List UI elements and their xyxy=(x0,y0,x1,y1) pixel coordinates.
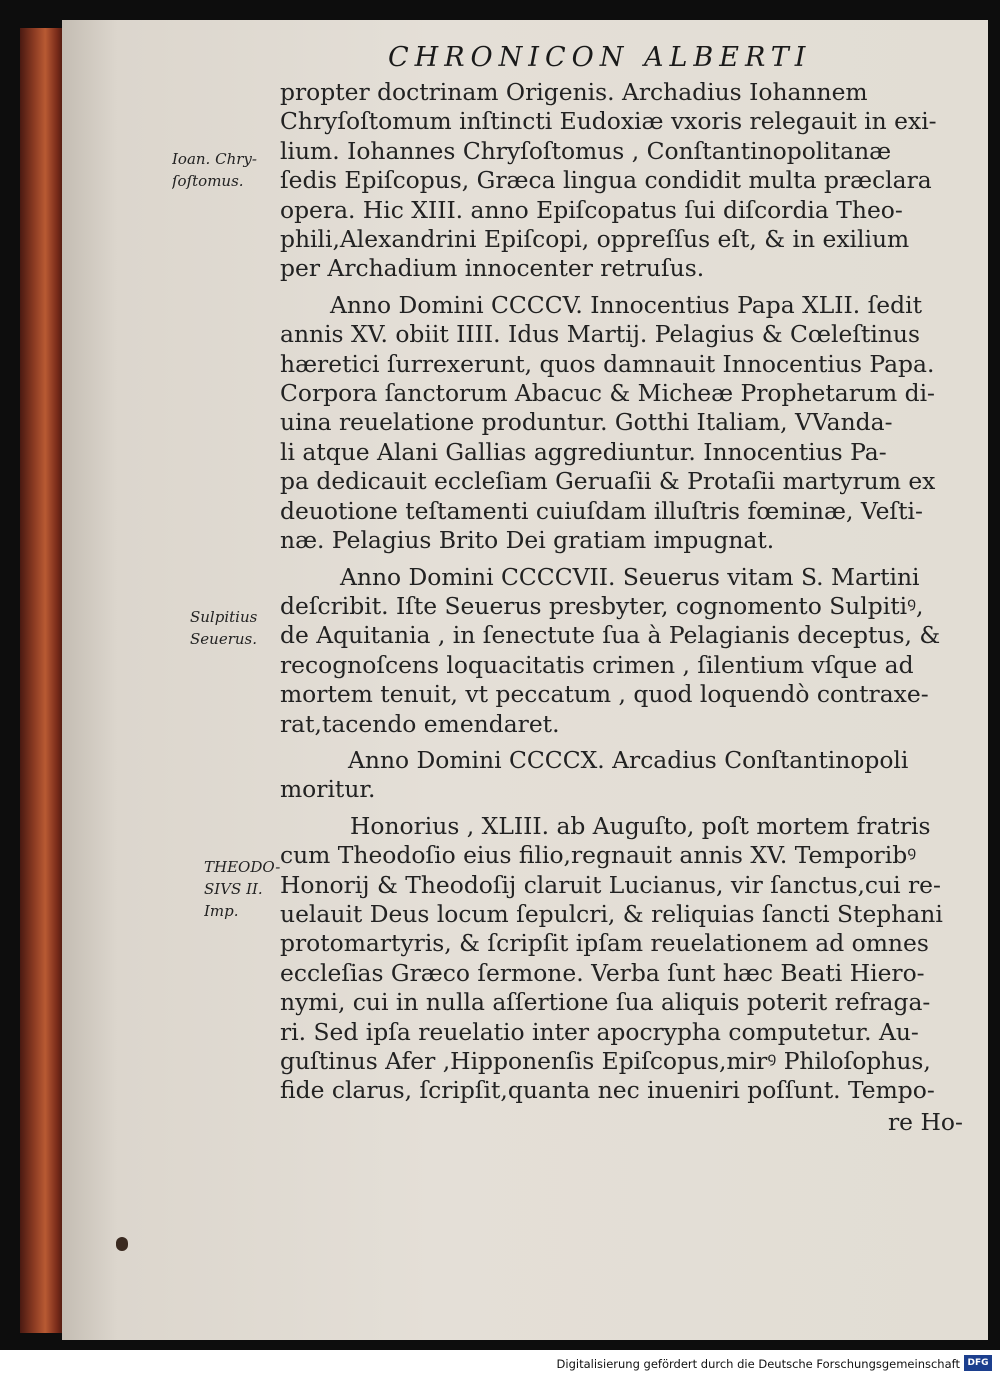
text-line: næ. Pelagius Brito Dei gratiam impugnat. xyxy=(280,526,775,555)
text-line: rat,tacendo emendaret. xyxy=(280,709,560,738)
text-line: li atque Alani Gallias aggrediuntur. Innocentius Pa- xyxy=(280,437,887,466)
text-line: ſedis Epiſcopus, Græca lingua condidit multa præclara xyxy=(280,166,932,195)
funding-notice: Digitalisierung gefördert durch die Deutsche Forschungsgemeinschaft xyxy=(556,1357,960,1371)
text-line: phili,Alexandrini Epiſcopi, oppreſſus eſt, & in exilium xyxy=(280,225,910,254)
text-line: protomartyris, & ſcripſit ipſam reuelationem ad omnes xyxy=(280,929,929,958)
text-line: annis XV. obiit IIII. Idus Martij. Pelagius & Cœleſtinus xyxy=(280,320,920,349)
text-line: Anno Domini CCCCV. Innocentius Papa XLII. ſedit xyxy=(330,290,922,319)
margin-note-line: Sulpitius xyxy=(190,608,258,626)
text-line: uina reuelatione produntur. Gotthi Italiam, VVanda- xyxy=(280,408,893,437)
margin-note-chrysostomus xyxy=(172,148,257,192)
text-line: Anno Domini CCCCX. Arcadius Conſtantinopoli xyxy=(348,745,909,774)
paragraph-anno-405 xyxy=(280,291,964,556)
margin-note-line: ſoſtomus. xyxy=(172,172,244,190)
catchword: re Ho- xyxy=(888,1108,963,1136)
footer-bar xyxy=(0,1350,1000,1378)
dfg-logo: DFG xyxy=(964,1355,992,1371)
text-line: Honorius , XLIII. ab Auguſto, poſt mortem fratris xyxy=(350,811,931,840)
running-header: CHRONICON ALBERTI xyxy=(388,42,812,73)
text-line: recognoſcens loquacitatis crimen , ſilentium vſque ad xyxy=(280,650,914,679)
margin-note-theodosius xyxy=(204,856,280,922)
margin-note-line: Ioan. Chry- xyxy=(172,150,257,168)
text-line: fide clarus, ſcripſit,quanta nec inueniri poſſunt. Tempo- xyxy=(280,1076,935,1105)
text-line: guſtinus Afer ,Hipponenſis Epiſcopus,mirꝰ Philoſophus, xyxy=(280,1047,931,1075)
text-line: eccleſias Græco ſermone. Verba ſunt hæc Beati Hiero- xyxy=(280,958,925,987)
margin-note-line: Imp. xyxy=(204,902,239,920)
text-line: cum Theodoſio eius filio,regnauit annis XV. Temporibꝰ xyxy=(280,841,917,870)
text-line: lium. Iohannes Chryſoſtomus , Conſtantinopolitanæ xyxy=(280,136,892,165)
paragraph-honorius xyxy=(280,812,964,1106)
text-line: uelauit Deus locum ſepulcri, & reliquias ſancti Stephani xyxy=(280,899,943,928)
text-line: nymi, cui in nulla aſſertione ſua aliquis poterit refraga- xyxy=(280,988,931,1017)
body-text xyxy=(280,78,964,1113)
text-line: opera. Hic XIII. anno Epiſcopatus ſui diſcordia Theo- xyxy=(280,195,903,224)
text-line: deſcribit. Iſte Seuerus presbyter, cognomento Sulpitiꝰ, xyxy=(280,591,924,620)
paragraph-chrysostomus xyxy=(280,78,964,284)
text-line: Chryſoſtomum inſtincti Eudoxiæ vxoris relegauit in exi- xyxy=(280,107,937,136)
margin-note-sulpitius xyxy=(190,606,257,650)
text-line: per Archadium innocenter retruſus. xyxy=(280,254,705,283)
margin-note-line: SIVS II. xyxy=(204,880,263,898)
text-line: moritur. xyxy=(280,775,376,804)
text-line: propter doctrinam Origenis. Archadius Iohannem xyxy=(280,78,868,106)
text-line: mortem tenuit, vt peccatum , quod loquendò contraxe- xyxy=(280,680,929,709)
text-line: Honorij & Theodoſij claruit Lucianus, vir ſanctus,cui re- xyxy=(280,870,941,899)
text-line: ri. Sed ipſa reuelatio inter apocrypha computetur. Au- xyxy=(280,1017,919,1046)
text-line: Anno Domini CCCCVII. Seuerus vitam S. Martini xyxy=(340,562,920,591)
text-line: de Aquitania , in ſenectute ſua à Pelagianis deceptus, & xyxy=(280,621,941,650)
text-line: pa dedicauit eccleſiam Geruaſii & Protaſii martyrum ex xyxy=(280,467,936,496)
text-line: deuotione teſtamenti cuiuſdam illuſtris fœminæ, Veſti- xyxy=(280,496,923,525)
ink-spot xyxy=(116,1237,128,1251)
paragraph-anno-410 xyxy=(280,746,964,805)
margin-note-line: THEODO- xyxy=(204,858,281,876)
book-spine-edge xyxy=(20,28,66,1333)
paragraph-anno-407 xyxy=(280,563,964,739)
margin-note-line: Seuerus. xyxy=(190,630,257,648)
text-line: Corpora ſanctorum Abacuc & Micheæ Prophetarum di- xyxy=(280,379,935,408)
text-line: hæretici ſurrexerunt, quos damnauit Innocentius Papa. xyxy=(280,349,935,378)
